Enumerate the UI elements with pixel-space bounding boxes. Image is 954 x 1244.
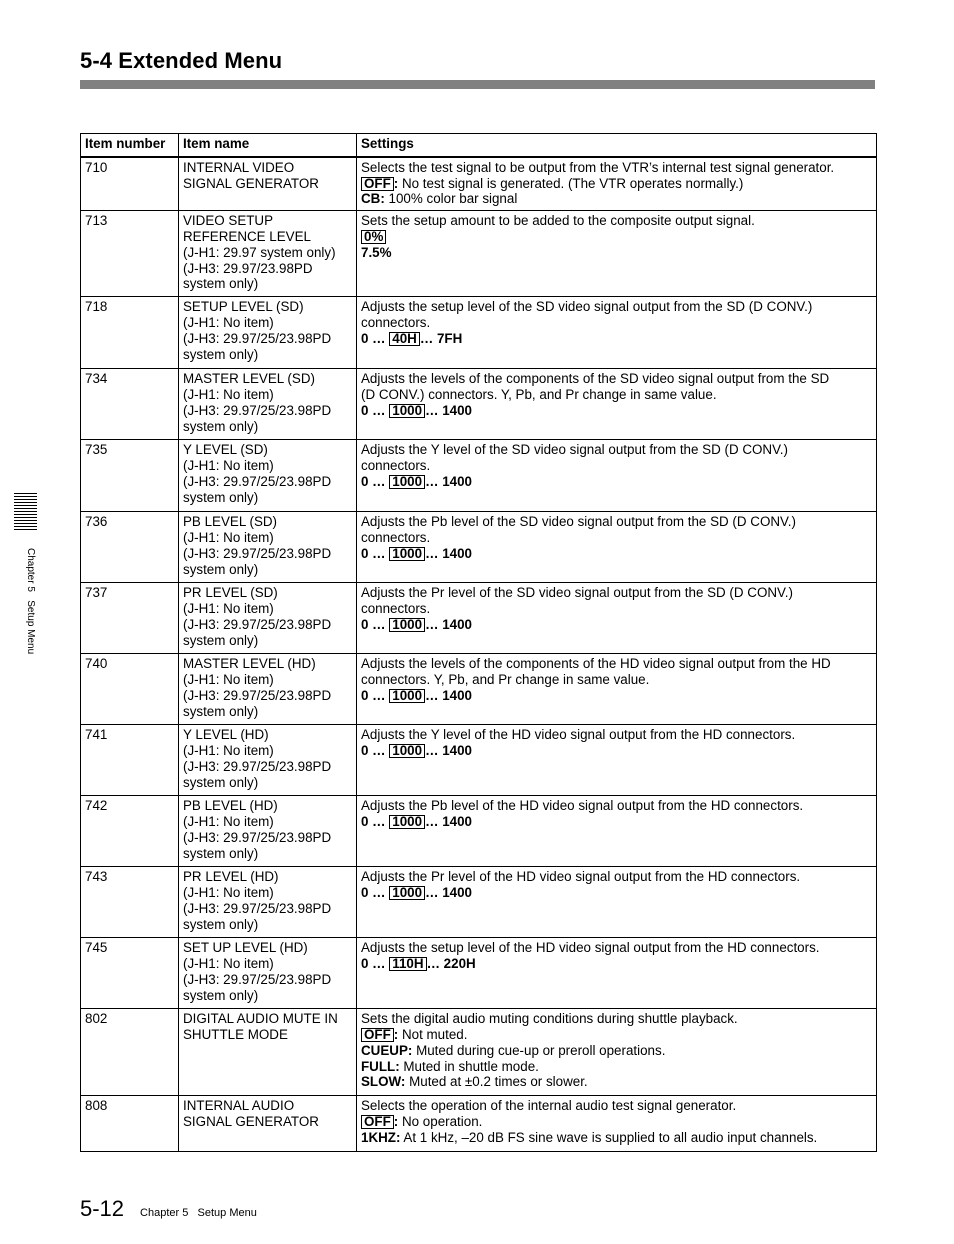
item-name: Y LEVEL (HD) (J-H1: No item) (J-H3: 29.97/25/23.98PD system only) <box>179 725 357 796</box>
page-number: 5-12 <box>80 1196 125 1221</box>
option-key: SLOW: <box>361 1074 406 1090</box>
range-max: … 1400 <box>425 743 472 759</box>
item-name: INTERNAL AUDIO SIGNAL GENERATOR <box>179 1096 357 1152</box>
header-settings: Settings <box>357 134 877 157</box>
item-name: PB LEVEL (HD) (J-H1: No item) (J-H3: 29.97/25/23.98PD system only) <box>179 796 357 867</box>
settings-line <box>361 585 872 617</box>
item-number: 740 <box>81 654 179 725</box>
range-max: … 220H <box>426 956 476 972</box>
item-settings <box>357 440 877 512</box>
item-settings <box>357 297 877 369</box>
settings-line <box>361 814 872 830</box>
range-max: … 1400 <box>425 687 472 703</box>
option-description: Adjusts the setup level of the HD video signal output from the HD connectors. <box>361 940 820 956</box>
default-value-box: 1000 <box>389 547 425 561</box>
range-max: … 1400 <box>425 616 472 632</box>
item-number: 802 <box>81 1009 179 1096</box>
option-key: : <box>393 1114 399 1130</box>
section-title: 5-4 Extended Menu <box>80 48 283 73</box>
option-description: Adjusts the Pb level of the HD video signal output from the HD connectors. <box>361 798 804 814</box>
item-number: 736 <box>81 512 179 583</box>
item-name: SET UP LEVEL (HD) (J-H1: No item) (J-H3: 29.97/25/23.98PD system only) <box>179 938 357 1009</box>
item-name: PR LEVEL (HD) (J-H1: No item) (J-H3: 29.97/25/23.98PD system only) <box>179 867 357 938</box>
option-description: Adjusts the setup level of the SD video signal output from the SD (D CONV.) connectors. <box>361 299 813 331</box>
header-item-number: Item number <box>81 134 179 157</box>
default-value-box: OFF <box>361 177 394 191</box>
item-settings <box>357 512 877 583</box>
item-number: 713 <box>81 211 179 297</box>
item-settings <box>357 157 877 211</box>
settings-line <box>361 743 872 759</box>
settings-line <box>361 371 872 403</box>
item-name: SETUP LEVEL (SD) (J-H1: No item) (J-H3: 29.97/25/23.98PD system only) <box>179 297 357 369</box>
table-row <box>81 369 877 440</box>
option-description: Muted during cue-up or preroll operations. <box>412 1042 666 1058</box>
item-number: 808 <box>81 1096 179 1152</box>
title-rule <box>80 80 875 89</box>
range-max: … 1400 <box>425 814 472 830</box>
settings-line <box>361 514 872 546</box>
option-key: 0 … <box>361 402 390 418</box>
option-key: 0 … <box>361 330 390 346</box>
option-key: : <box>393 1027 399 1043</box>
table-row <box>81 440 877 512</box>
item-name: PR LEVEL (SD) (J-H1: No item) (J-H3: 29.97/25/23.98PD system only) <box>179 583 357 654</box>
item-settings <box>357 1096 877 1152</box>
item-settings <box>357 1009 877 1096</box>
option-description: Sets the digital audio muting conditions during shuttle playback. <box>361 1011 738 1027</box>
option-description: Selects the operation of the internal audio test signal generator. <box>361 1098 737 1114</box>
option-description: No operation. <box>398 1114 483 1130</box>
table-row <box>81 1009 877 1096</box>
item-number: 734 <box>81 369 179 440</box>
option-description: No test signal is generated. (The VTR operates normally.) <box>398 175 744 191</box>
item-name: PB LEVEL (SD) (J-H1: No item) (J-H3: 29.97/25/23.98PD system only) <box>179 512 357 583</box>
settings-line <box>361 727 872 743</box>
item-settings <box>357 654 877 725</box>
page-footer <box>80 1196 257 1222</box>
item-number: 745 <box>81 938 179 1009</box>
settings-line <box>361 1027 872 1043</box>
item-settings <box>357 796 877 867</box>
item-name: DIGITAL AUDIO MUTE IN SHUTTLE MODE <box>179 1009 357 1096</box>
settings-line <box>361 1074 872 1090</box>
default-value-box: 40H <box>389 332 420 346</box>
settings-line <box>361 213 872 229</box>
range-max: … 1400 <box>425 473 472 489</box>
default-value-box: 1000 <box>389 815 425 829</box>
option-key: 0 … <box>361 545 390 561</box>
option-description: Selects the test signal to be output from the VTR’s internal test signal generator. <box>361 159 835 175</box>
item-settings <box>357 938 877 1009</box>
option-description: At 1 kHz, –20 dB FS sine wave is supplied to all audio input channels. <box>400 1129 818 1145</box>
item-number: 737 <box>81 583 179 654</box>
option-description: Muted at ±0.2 times or slower. <box>405 1074 588 1090</box>
default-value-box: 1000 <box>389 744 425 758</box>
footer-chapter-text: Chapter 5 Setup Menu <box>140 1207 257 1219</box>
settings-line <box>361 403 872 419</box>
item-number: 741 <box>81 725 179 796</box>
settings-line <box>361 474 872 490</box>
table-row <box>81 157 877 211</box>
option-description: Adjusts the Pb level of the SD video signal output from the SD (D CONV.) connectors. <box>361 514 796 546</box>
item-settings <box>357 867 877 938</box>
settings-line <box>361 176 872 192</box>
settings-line <box>361 191 872 207</box>
item-settings <box>357 211 877 297</box>
item-settings <box>357 369 877 440</box>
item-settings <box>357 725 877 796</box>
option-key: 0 … <box>361 473 390 489</box>
item-name: Y LEVEL (SD) (J-H1: No item) (J-H3: 29.97/25/23.98PD system only) <box>179 440 357 512</box>
settings-line <box>361 1130 872 1146</box>
default-value-box: OFF <box>361 1115 394 1129</box>
item-number: 742 <box>81 796 179 867</box>
settings-line <box>361 688 872 704</box>
option-description: Adjusts the levels of the components of the HD video signal output from the HD connectors. Y, Pb, and Pr change in same value. <box>361 656 831 688</box>
settings-line <box>361 229 872 245</box>
option-key: 0 … <box>361 885 390 901</box>
table-row <box>81 512 877 583</box>
table-row <box>81 725 877 796</box>
table-body <box>81 157 877 1152</box>
settings-line <box>361 546 872 562</box>
option-description: Adjusts the levels of the components of the SD video signal output from the SD (D CONV.) connectors. Y, Pb, and Pr change in same value. <box>361 371 830 403</box>
option-key: FULL: <box>361 1058 400 1074</box>
settings-line <box>361 885 872 901</box>
option-key: 7.5% <box>361 244 392 260</box>
option-key: CUEUP: <box>361 1042 413 1058</box>
option-description: Adjusts the Pr level of the SD video signal output from the SD (D CONV.) connectors. <box>361 585 793 617</box>
option-description: 100% color bar signal <box>384 191 518 207</box>
settings-line <box>361 1011 872 1027</box>
table-row <box>81 1096 877 1152</box>
chapter-thumb-tab <box>14 493 37 531</box>
item-name: MASTER LEVEL (SD) (J-H1: No item) (J-H3: 29.97/25/23.98PD system only) <box>179 369 357 440</box>
settings-line <box>361 299 872 331</box>
item-number: 718 <box>81 297 179 369</box>
option-description: Adjusts the Y level of the HD video signal output from the HD connectors. <box>361 727 796 743</box>
option-key: 0 … <box>361 814 390 830</box>
settings-line <box>361 869 872 885</box>
settings-line <box>361 331 872 347</box>
chapter-side-label: Chapter 5 Setup Menu <box>25 548 36 655</box>
option-description: Sets the setup amount to be added to the composite output signal. <box>361 213 755 229</box>
default-value-box: 1000 <box>389 618 425 632</box>
table-header-row <box>81 134 877 157</box>
settings-line <box>361 656 872 688</box>
item-number: 743 <box>81 867 179 938</box>
option-description: Not muted. <box>398 1027 468 1043</box>
extended-menu-table <box>80 133 877 1152</box>
table-row <box>81 867 877 938</box>
default-value-box: 1000 <box>389 404 425 418</box>
settings-line <box>361 940 872 956</box>
item-number: 735 <box>81 440 179 512</box>
default-value-box: OFF <box>361 1028 394 1042</box>
item-name: INTERNAL VIDEO SIGNAL GENERATOR <box>179 157 357 211</box>
table-row <box>81 654 877 725</box>
header-item-name: Item name <box>179 134 357 157</box>
option-key: CB: <box>361 191 385 207</box>
settings-line <box>361 1114 872 1130</box>
table-row <box>81 297 877 369</box>
default-value-box: 1000 <box>389 886 425 900</box>
range-max: … 1400 <box>425 885 472 901</box>
option-key: 0 … <box>361 743 390 759</box>
range-max: … 7FH <box>419 330 463 346</box>
settings-line <box>361 1059 872 1075</box>
option-key: 0 … <box>361 687 390 703</box>
settings-line <box>361 798 872 814</box>
range-max: … 1400 <box>425 545 472 561</box>
item-settings <box>357 583 877 654</box>
default-value-box: 0% <box>361 230 386 244</box>
default-value-box: 1000 <box>389 475 425 489</box>
option-key: 0 … <box>361 616 390 632</box>
option-key: 1KHZ: <box>361 1129 401 1145</box>
settings-line <box>361 617 872 633</box>
settings-line <box>361 1043 872 1059</box>
option-description: Muted in shuttle mode. <box>399 1058 539 1074</box>
table-row <box>81 211 877 297</box>
settings-line <box>361 442 872 474</box>
default-value-box: 1000 <box>389 689 425 703</box>
option-description: Adjusts the Pr level of the HD video signal output from the HD connectors. <box>361 869 801 885</box>
table-row <box>81 938 877 1009</box>
range-max: … 1400 <box>425 402 472 418</box>
table-row <box>81 583 877 654</box>
settings-line <box>361 956 872 972</box>
item-number: 710 <box>81 157 179 211</box>
option-description: Adjusts the Y level of the SD video signal output from the SD (D CONV.) connectors. <box>361 442 788 474</box>
settings-line <box>361 160 872 176</box>
table-row <box>81 796 877 867</box>
item-name: MASTER LEVEL (HD) (J-H1: No item) (J-H3: 29.97/25/23.98PD system only) <box>179 654 357 725</box>
option-key: 0 … <box>361 956 390 972</box>
default-value-box: 110H <box>389 957 426 971</box>
item-name: VIDEO SETUP REFERENCE LEVEL (J-H1: 29.97 system only) (J-H3: 29.97/23.98PD system only) <box>179 211 357 297</box>
settings-line <box>361 1098 872 1114</box>
settings-line <box>361 245 872 261</box>
option-key: : <box>393 175 399 191</box>
